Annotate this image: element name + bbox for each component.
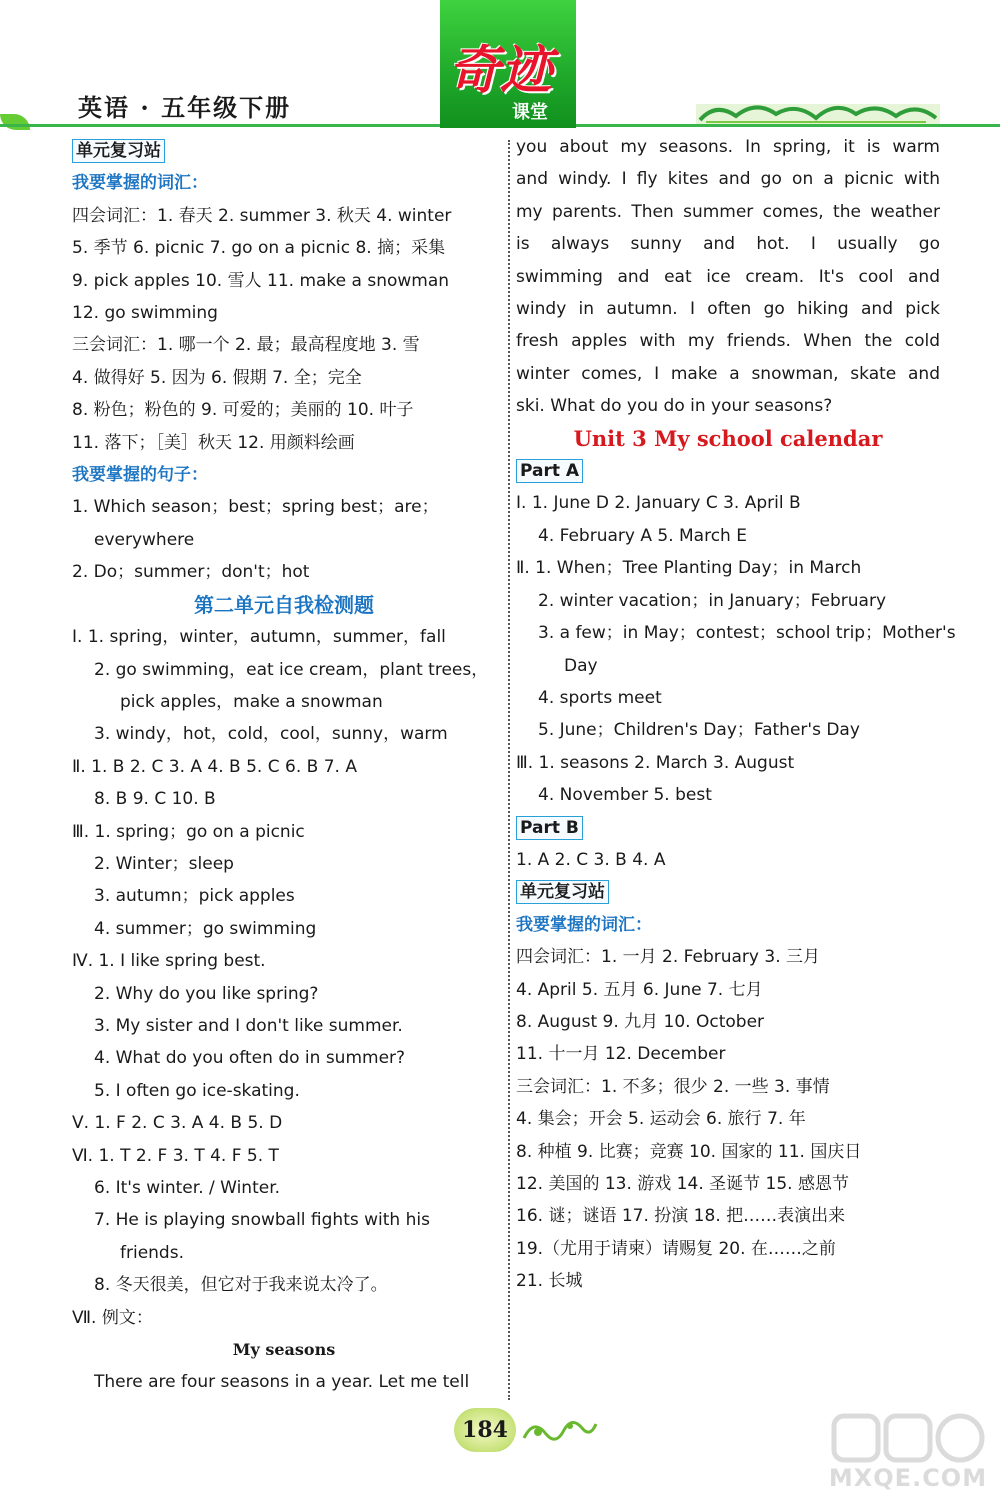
answer-line: 16. 谜；谜语 17. 扮演 18. 把……表演出来 — [516, 1206, 846, 1227]
right-column — [516, 131, 956, 1298]
answer-line: 3. windy，hot，cold，cool，sunny，warm — [94, 724, 448, 745]
section-heading-row — [516, 812, 940, 844]
answer-line: 5. June；Children's Day；Father's Day — [538, 720, 860, 741]
answer-line: 4. 集会；开会 5. 运动会 6. 旅行 7. 年 — [516, 1109, 806, 1130]
essay-title: My seasons — [232, 1340, 336, 1360]
answer-line: 8. 粉色；粉色的 9. 可爱的；美丽的 10. 叶子 — [72, 400, 414, 421]
answer-line: 4. sports meet — [538, 687, 662, 708]
answer-line: 1. Which season；best；spring best；are； — [72, 497, 439, 518]
answer-line: 5. I often go ice-skating. — [94, 1080, 300, 1101]
logo-sub-text: 课堂 — [512, 102, 548, 123]
answer-line: 三会词汇：1. 哪一个 2. 最；最高程度地 3. 雪 — [72, 335, 420, 356]
answer-line: Ⅲ. 1. spring；go on a picnic — [72, 821, 305, 842]
answer-line: 12. go swimming — [72, 303, 218, 324]
essay-line: fresh apples with my friends. When the cold — [516, 331, 940, 352]
answer-line: 4. What do you often do in summer? — [94, 1048, 406, 1069]
answer-line: 12. 美国的 13. 游戏 14. 圣诞节 15. 感恩节 — [516, 1174, 849, 1194]
watermark — [828, 1412, 988, 1492]
answer-line: Ⅵ. 1. T 2. F 3. T 4. F 5. T — [72, 1145, 279, 1166]
section-heading: Part B — [516, 816, 583, 840]
answer-line: 4. summer；go swimming — [94, 918, 317, 939]
answer-line: ski. What do you do in your seasons? — [516, 396, 833, 417]
answer-line: Day — [564, 655, 598, 676]
leaf-ornament — [0, 114, 30, 130]
answer-line: 8. 冬天很美，但它对于我来说太冷了。 — [94, 1275, 388, 1296]
page-number: 184 — [454, 1408, 516, 1452]
answer-line: 9. pick apples 10. 雪人 11. make a snowman — [72, 270, 450, 291]
answer-line: everywhere — [94, 529, 195, 550]
answer-line: 8. B 9. C 10. B — [94, 789, 216, 810]
section-heading: Part A — [516, 459, 583, 483]
brand-logo — [440, 0, 576, 128]
answer-line: 3. autumn；pick apples — [94, 886, 295, 907]
exam-title: 第二单元自我检测题 — [194, 592, 374, 617]
essay-line: is always sunny and hot. I usually go — [516, 234, 940, 255]
header-decoration — [696, 96, 940, 126]
answer-line: Ⅲ. 1. seasons 2. March 3. August — [516, 752, 795, 773]
answer-line: Ⅱ. 1. B 2. C 3. A 4. B 5. C 6. B 7. A — [72, 756, 357, 777]
answer-line: 4. April 5. 五月 6. June 7. 七月 — [516, 979, 763, 1000]
answer-line: Ⅶ. 例文： — [72, 1307, 153, 1328]
answer-line: pick apples，make a snowman — [120, 691, 383, 712]
answer-line: friends. — [120, 1242, 184, 1263]
answer-line: 8. August 9. 九月 10. October — [516, 1011, 765, 1032]
answer-line: Ⅰ. 1. June D 2. January C 3. April B — [516, 493, 801, 514]
section-heading-row — [516, 455, 940, 487]
answer-line: 2. Do；summer；don't；hot — [72, 562, 310, 583]
unit-title: Unit 3 My school calendar — [573, 425, 883, 451]
essay-line: winter comes, I make a snowman, skate and — [516, 363, 940, 384]
answer-line: Ⅰ. 1. spring，winter，autumn，summer，fall — [72, 627, 446, 648]
essay-line: and windy. I fly kites and go on a picnic with — [516, 169, 940, 190]
section-heading: 单元复习站 — [516, 880, 609, 904]
answer-line: 3. a few；in May；contest；school trip；Mother's — [538, 623, 956, 644]
answer-line: 四会词汇：1. 一月 2. February 3. 三月 — [516, 947, 821, 968]
answer-line: 4. 做得好 5. 因为 6. 假期 7. 全；完全 — [72, 367, 362, 388]
essay-line: my parents. Then summer comes, the weather — [516, 201, 940, 222]
answer-line: 2. go swimming，eat ice cream，plant trees， — [94, 659, 489, 680]
answer-line: 6. It's winter. / Winter. — [94, 1178, 281, 1198]
answer-line: Ⅳ. 1. I like spring best. — [72, 951, 266, 972]
answer-line: 8. 种植 9. 比赛；竞赛 10. 国家的 11. 国庆日 — [516, 1141, 862, 1162]
answer-line: 7. He is playing snowball fights with his — [94, 1210, 430, 1231]
answer-line: 2. winter vacation；in January；February — [538, 590, 887, 611]
answer-line: 4. February A 5. March E — [538, 525, 747, 546]
swirl-ornament — [520, 1412, 600, 1448]
watermark-graphic — [828, 1412, 988, 1464]
answer-line: 21. 长城 — [516, 1271, 583, 1292]
answer-line: 11. 落下；［美］秋天 12. 用颜料绘画 — [72, 432, 355, 453]
subheading: 我要掌握的词汇： — [72, 173, 208, 194]
answer-line: 4. November 5. best — [538, 785, 712, 806]
column-divider — [508, 140, 510, 1400]
answer-line: 3. My sister and I don't like summer. — [94, 1015, 403, 1036]
answer-line: 三会词汇：1. 不多；很少 2. 一些 3. 事情 — [516, 1076, 830, 1097]
answer-line: 1. A 2. C 3. B 4. A — [516, 849, 666, 870]
answer-line: Ⅱ. 1. When；Tree Planting Day；in March — [516, 558, 862, 579]
logo-main-text: 奇迹 — [448, 40, 553, 101]
subheading: 我要掌握的句子： — [72, 465, 208, 486]
section-heading: 单元复习站 — [72, 139, 165, 163]
answer-line: 2. Why do you like spring? — [94, 983, 319, 1004]
watermark-text: MXQE.COM — [828, 1464, 988, 1492]
essay-line: you about my seasons. In spring, it is warm — [516, 137, 940, 157]
answer-line: 5. 季节 6. picnic 7. go on a picnic 8. 摘；采集 — [72, 238, 446, 259]
subheading: 我要掌握的词汇： — [516, 914, 652, 935]
essay-line: windy in autumn. I often go hiking and pick — [516, 299, 940, 320]
section-heading-row — [72, 135, 496, 167]
answer-line: 2. Winter；sleep — [94, 853, 234, 874]
answer-line: Ⅴ. 1. F 2. C 3. A 4. B 5. D — [72, 1113, 283, 1134]
book-title: 英语 · 五年级下册 — [78, 93, 292, 122]
section-heading-row — [516, 876, 940, 908]
left-column — [72, 135, 496, 1399]
answer-line: 11. 十一月 12. December — [516, 1044, 726, 1065]
answer-line: 19.（尤用于请柬）请赐复 20. 在……之前 — [516, 1238, 836, 1259]
page-header — [0, 0, 1000, 135]
essay-line: swimming and eat ice cream. It's cool and — [516, 266, 940, 287]
answer-line: There are four seasons in a year. Let me tell — [94, 1372, 470, 1393]
answer-line: 四会词汇：1. 春天 2. summer 3. 秋天 4. winter — [72, 205, 452, 226]
